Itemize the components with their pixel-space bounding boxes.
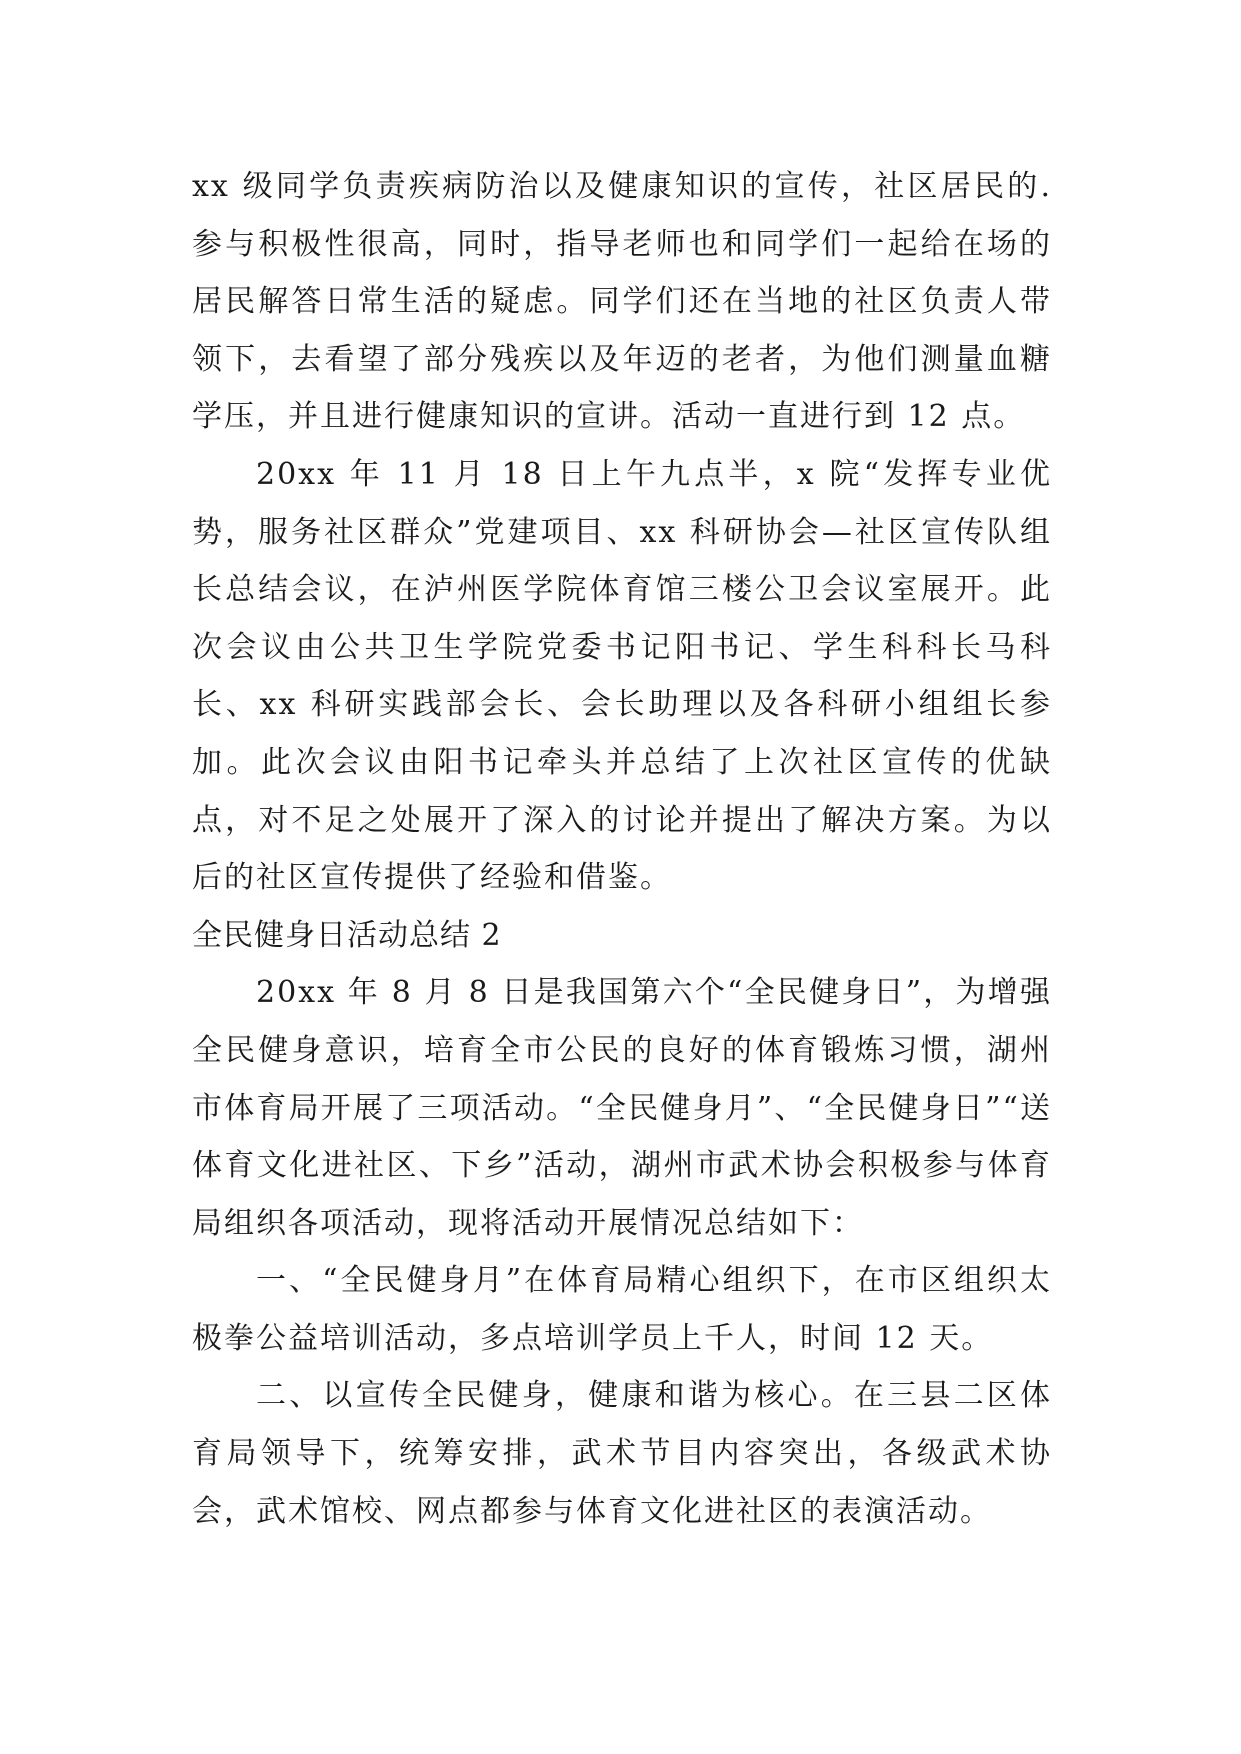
paragraph-summary-meeting: 20xx 年 11 月 18 日上午九点半，x 院“发挥专业优势，服务社区群众”党建项目、xx 科研协会—社区宣传队组长总结会议，在泸州医学院体育馆三楼公卫会议室展开。此次会议由公共卫生学院党委书记阳书记、学生科科长马科长、xx 科研实践部会长、会长助理以及各科研小组组长参加。此次会议由阳书记牵头并总结了上次社区宣传的优缺点，对不足之处展开了深入的讨论并提出了解决方案。为以后的社区宣传提供了经验和借鉴。 (192, 456, 1052, 896)
section-heading: 全民健身日活动总结 2 (192, 917, 502, 953)
paragraph-fitness-month: 一、“全民健身月”在体育局精心组织下，在市区组织太极拳公益培训活动，多点培训学员上千人，时间 12 天。 (192, 1263, 1052, 1356)
document-body (192, 158, 1052, 1540)
paragraph-fitness-day-intro: 20xx 年 8 月 8 日是我国第六个“全民健身日”，为增强全民健身意识，培育全市公民的良好的体育锻炼习惯，湖州市体育局开展了三项活动。“全民健身月”、“全民健身日”“送体育文化进社区、下乡”活动，湖州市武术协会积极参与体育局组织各项活动，现将活动开展情况总结如下： (192, 975, 1052, 1241)
paragraph-community-health-activity: xx 级同学负责疾病防治以及健康知识的宣传，社区居民的. 参与积极性很高，同时，指导老师也和同学们一起给在场的居民解答日常生活的疑虑。同学们还在当地的社区负责人带领下，去看望了部分残疾以及年迈的老者，为他们测量血糖学压，并且进行健康知识的宣讲。活动一直进行到 12 点。 (192, 169, 1052, 435)
paragraph-community-performance: 二、以宣传全民健身，健康和谐为核心。在三县二区体育局领导下，统筹安排，武术节目内容突出，各级武术协会，武术馆校、网点都参与体育文化进社区的表演活动。 (192, 1378, 1052, 1529)
